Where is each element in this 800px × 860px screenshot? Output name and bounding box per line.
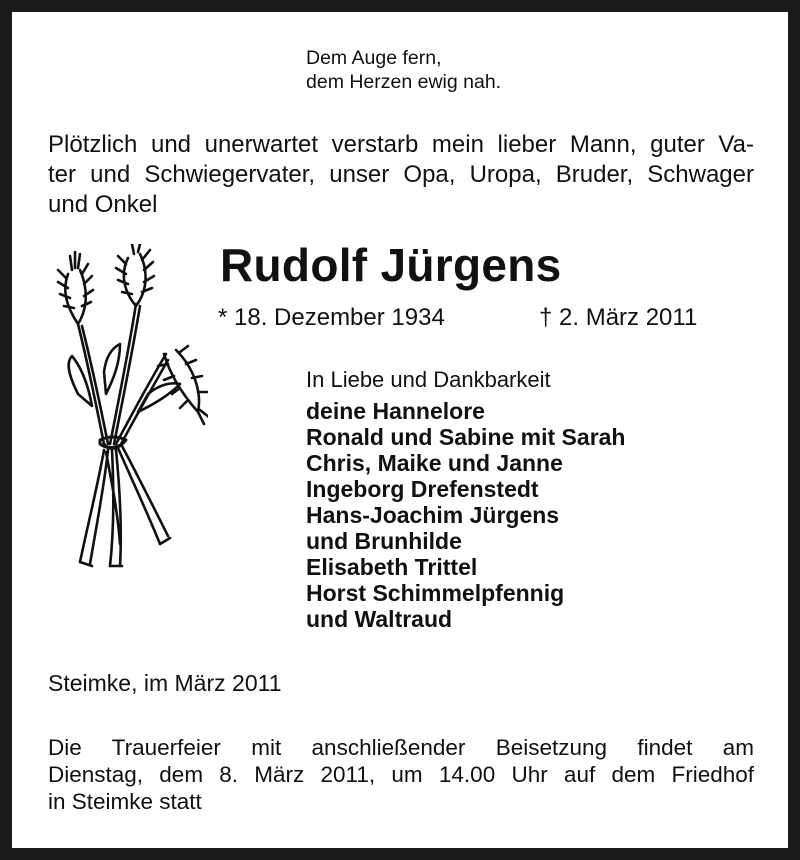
mourner-name: Ronald und Sabine mit Sarah xyxy=(306,424,626,450)
ceremony-line-1: Die Trauerfeier mit anschließender Beisetzung findet am xyxy=(48,735,754,760)
mourners-list xyxy=(306,398,625,632)
motto-line-1: Dem Auge fern, xyxy=(306,47,442,69)
mourner-name: Ingeborg Drefenstedt xyxy=(306,476,539,502)
intro-line-3: und Onkel xyxy=(48,191,158,218)
wheat-sheaf-icon xyxy=(48,244,208,574)
ceremony-text xyxy=(48,734,754,815)
birth-date: * 18. Dezember 1934 xyxy=(218,304,445,331)
intro-line-1: Plötzlich und unerwartet verstarb mein lieber Mann, guter Va- xyxy=(48,131,754,158)
mourner-name: und Waltraud xyxy=(306,606,453,632)
ceremony-line-3: in Steimke statt xyxy=(48,789,202,814)
place-date: Steimke, im März 2011 xyxy=(48,670,282,696)
obituary-card xyxy=(12,12,788,848)
motto xyxy=(306,46,501,94)
mourner-name: Horst Schimmelpfennig xyxy=(306,580,565,606)
intro-text xyxy=(48,130,754,220)
ceremony-line-2: Dienstag, dem 8. März 2011, um 14.00 Uhr auf dem Friedhof xyxy=(48,762,754,787)
mourner-name: Elisabeth Trittel xyxy=(306,554,478,580)
intro-line-2: ter und Schwiegervater, unser Opa, Uropa, Bruder, Schwager xyxy=(48,161,754,188)
wheat-head-middle xyxy=(116,244,154,306)
wheat-head-left xyxy=(58,252,93,324)
mourners-heading: In Liebe und Dankbarkeit xyxy=(306,367,551,392)
motto-line-2: dem Herzen ewig nah. xyxy=(306,71,502,93)
deceased-name: Rudolf Jürgens xyxy=(220,239,562,291)
death-date: † 2. März 2011 xyxy=(539,304,698,331)
mourner-name: deine Hannelore xyxy=(306,398,485,424)
mourner-name: Hans-Joachim Jürgens xyxy=(306,502,560,528)
mourner-name: und Brunhilde xyxy=(306,528,462,554)
mourner-name: Chris, Maike und Janne xyxy=(306,450,563,476)
